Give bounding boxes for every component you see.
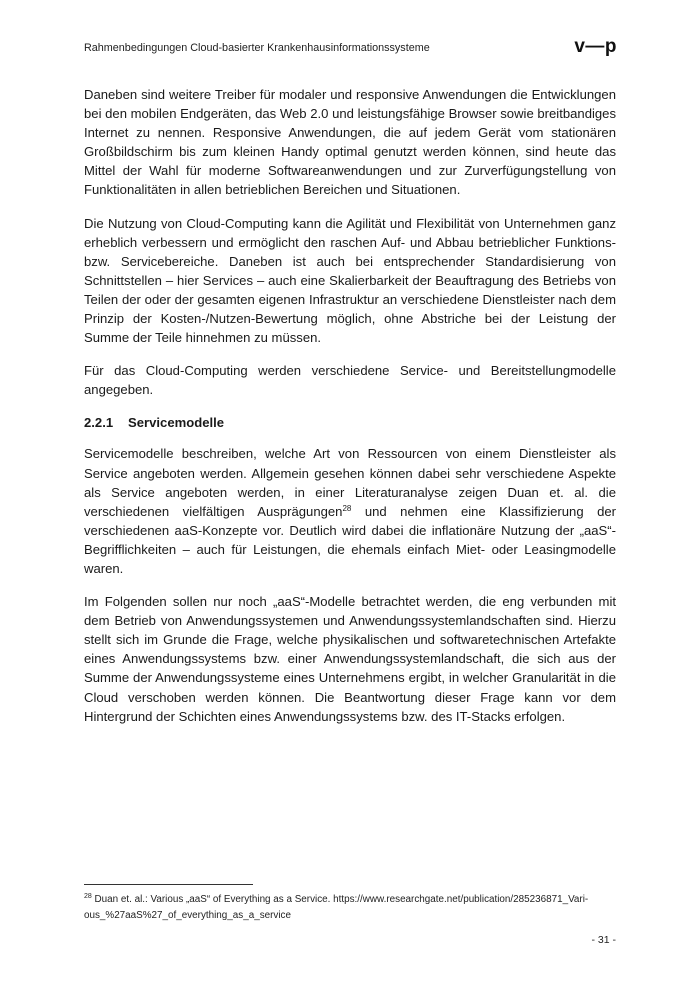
- page-number: - 31 -: [591, 934, 616, 946]
- footnote-reference[interactable]: 28: [342, 503, 352, 513]
- paragraph-drivers: Daneben sind weitere Treiber für modaler und responsive Anwendungen die Entwicklungen bei den mobilen Endgeräten, das Web 2.0 und leistungsfähige Browser sowie breitbandiges Internet zu nennen. Responsive Anwendungen, die auf jedem Gerät vom stationären Großbildschirm bis zum kleinen Handy optimal genutzt werden können, sind heute das Mittel der Wahl für moderne Softwareanwendungen und zur Zurverfügungstellung von Funktionalitäten in allen betrieblichen Bereichen und Situationen.: [84, 87, 616, 198]
- running-header-title: Rahmenbedingungen Cloud-basierter Krankenhausinformationssysteme: [84, 42, 430, 54]
- paragraph-aas-models: Im Folgenden sollen nur noch „aaS“-Modelle betrachtet werden, die eng verbunden mit dem Betrieb von Anwendungssystemen und Anwendungssystemlandschaften sind. Hierzu stellt sich im Grunde die Frage, welche physikalischen und softwaretechnischen Artefakte eines Anwendungssystems bzw. einer Anwendungssystemlandschaft, die sich aus der Summe der Anwendungssysteme eines Unternehmens ergibt, in welcher Granularität in die Cloud verschoben werden können. Die Beantwortung dieser Frage kann vor dem Hintergrund der Schichten eines Anwendungssystems bzw. des IT-Stacks erfolgen.: [84, 594, 616, 724]
- page-header: [84, 38, 617, 62]
- footnote: [84, 892, 616, 923]
- paragraph-cloud-usage: Die Nutzung von Cloud-Computing kann die Agilität und Flexibilität von Unternehmen ganz erheblich verbessern und ermöglicht den raschen Auf- und Abbau betrieblicher Funktions- bzw. Servicebereiche. Daneben ist auch bei entsprechender Standardisierung von Schnittstellen – hier Services – auch eine Skalierbarkeit der Beauftragung des Betriebs von Teilen der oder der gesamten eigenen Infrastruktur an verschiedene Dienstleister nach dem Prinzip der Kosten-/Nutzen-Bewertung möglich, ohne Abstriche bei der Leistung der Summe der Teile hinnehmen zu müssen.: [84, 215, 616, 346]
- paragraph-models-intro: Für das Cloud-Computing werden verschiedene Service- und Bereitstellungmodelle angegeben.: [84, 363, 616, 398]
- footnote-divider: [84, 884, 253, 885]
- paragraph-servicemodels-text-start: Servicemodelle beschreiben, welche Art von Ressourcen von einem Dienstleister als Service angeboten werden. Allgemein gesehen können dabei sehr verschiedene Aspekte als Service angeboten werden, in einer Literaturanalyse zeigen Duan et. al. die verschiedenen vielfältigen Ausprägungen: [84, 446, 616, 519]
- section-heading: [84, 413, 616, 432]
- section-number: 2.2.1: [84, 415, 114, 431]
- publisher-logo: v—p: [574, 36, 617, 57]
- section-title: Servicemodelle: [128, 415, 225, 431]
- footnote-number: 28: [84, 893, 92, 900]
- footnote-text: Duan et. al.: Various „aaS“ of Everything as a Service. https://www.researchgate.net/publication/285236871_Various_%27aaS%27_of_everything_as_a_service: [84, 894, 589, 921]
- page-body: [84, 85, 616, 740]
- paragraph-servicemodels: [84, 444, 616, 578]
- paragraph-servicemodels-text-end: und nehmen eine Klassifizierung der verschiedenen aaS-Konzepte vor. Deutlich wird dabei die inflationäre Nutzung der „aaS“-Begrifflichkeiten – auch für Leistungen, die ehemals einfach Miet- oder Leasingmodelle waren.: [84, 503, 616, 576]
